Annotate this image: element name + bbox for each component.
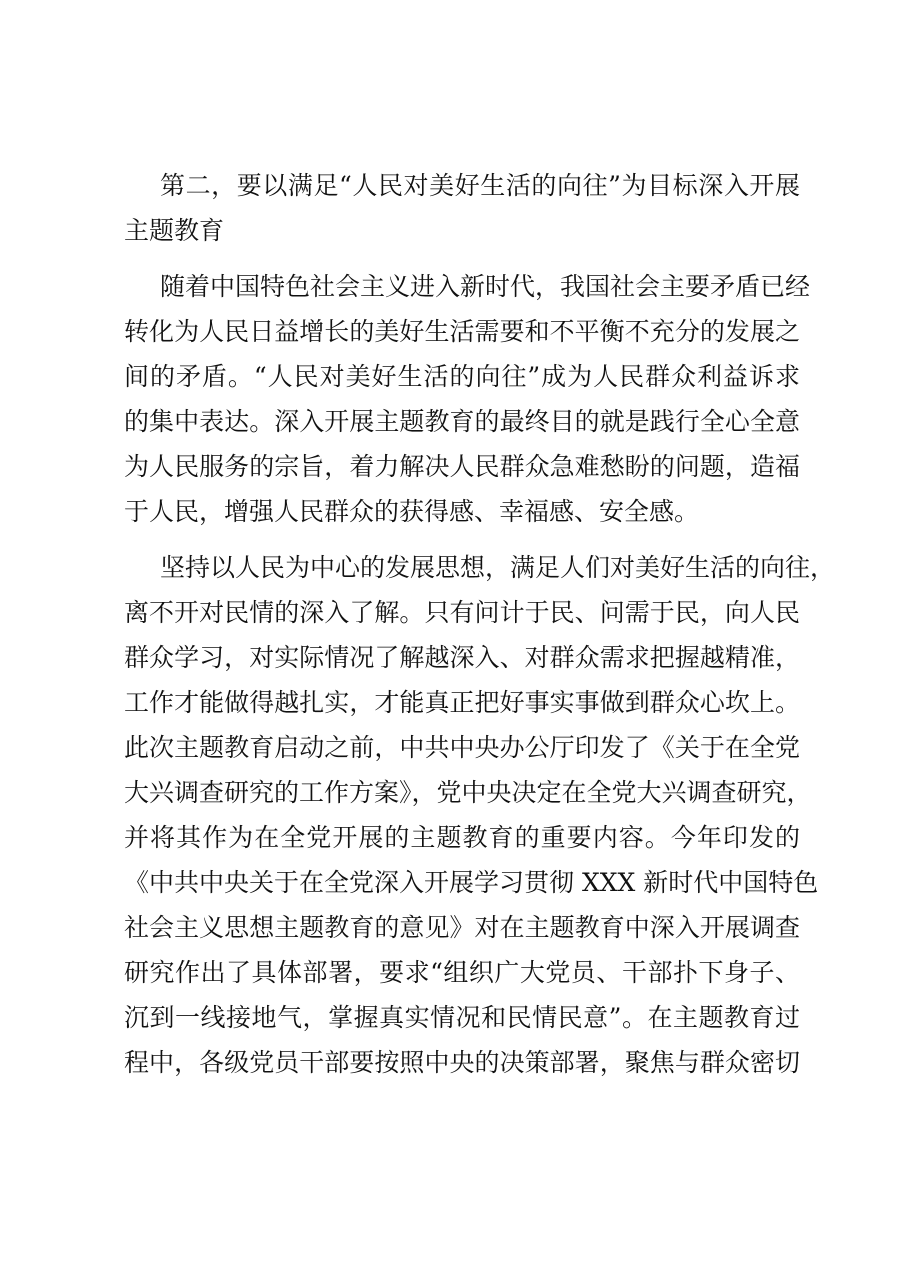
paragraph-line: 研究作出了具体部署，要求“组织广大党员、干部扑下身子、 bbox=[124, 958, 800, 987]
paragraph-line: 大兴调查研究的工作方案》，党中央决定在全党大兴调查研究， bbox=[124, 778, 812, 807]
paragraph-line: 坚持以人民为中心的发展思想，满足人们对美好生活的向往， bbox=[160, 553, 836, 582]
paragraph-line: 随着中国特色社会主义进入新时代，我国社会主要矛盾已经 bbox=[160, 272, 811, 301]
paragraph-line: 群众学习，对实际情况了解越深入、对群众需求把握越精准， bbox=[124, 643, 800, 672]
heading-line: 主题教育 bbox=[124, 216, 225, 245]
heading-line: 第二，要以满足“人民对美好生活的向往”为目标深入开展 bbox=[160, 171, 800, 200]
paragraph-line: 工作才能做得越扎实，才能真正把好事实事做到群众心坎上。 bbox=[124, 688, 800, 717]
document-body bbox=[124, 163, 836, 1085]
paragraph-line: 此次主题教育启动之前，中共中央办公厅印发了《关于在全党 bbox=[124, 733, 800, 762]
paragraph-line: 离不开对民情的深入了解。只有问计于民、问需于民，向人民 bbox=[124, 598, 800, 627]
paragraph-line: 程中，各级党员干部要按照中央的决策部署，聚焦与群众密切 bbox=[124, 1048, 800, 1077]
paragraph-line: 转化为人民日益增长的美好生活需要和不平衡不充分的发展之 bbox=[124, 317, 800, 346]
paragraph-spacer bbox=[124, 253, 800, 264]
paragraph bbox=[124, 264, 811, 534]
paragraph-line: 沉到一线接地气，掌握真实情况和民情民意”。在主题教育过 bbox=[124, 1003, 800, 1032]
paragraph bbox=[124, 545, 836, 1085]
paragraph-line: 的集中表达。深入开展主题教育的最终目的就是践行全心全意 bbox=[124, 407, 800, 436]
paragraph-line: 社会主义思想主题教育的意见》对在主题教育中深入开展调查 bbox=[124, 913, 800, 942]
paragraph-line: 《中共中央关于在全党深入开展学习贯彻 XXX 新时代中国特色 bbox=[124, 868, 819, 897]
paragraph-line: 于人民，增强人民群众的获得感、幸福感、安全感。 bbox=[124, 497, 700, 526]
paragraph-spacer bbox=[124, 534, 800, 545]
paragraph-line: 间的矛盾。“人民对美好生活的向往”成为人民群众利益诉求 bbox=[124, 362, 800, 391]
paragraph-line: 为人民服务的宗旨，着力解决人民群众急难愁盼的问题，造福 bbox=[124, 452, 800, 481]
section-heading bbox=[124, 163, 800, 253]
paragraph-line: 并将其作为在全党开展的主题教育的重要内容。今年印发的 bbox=[124, 823, 800, 852]
